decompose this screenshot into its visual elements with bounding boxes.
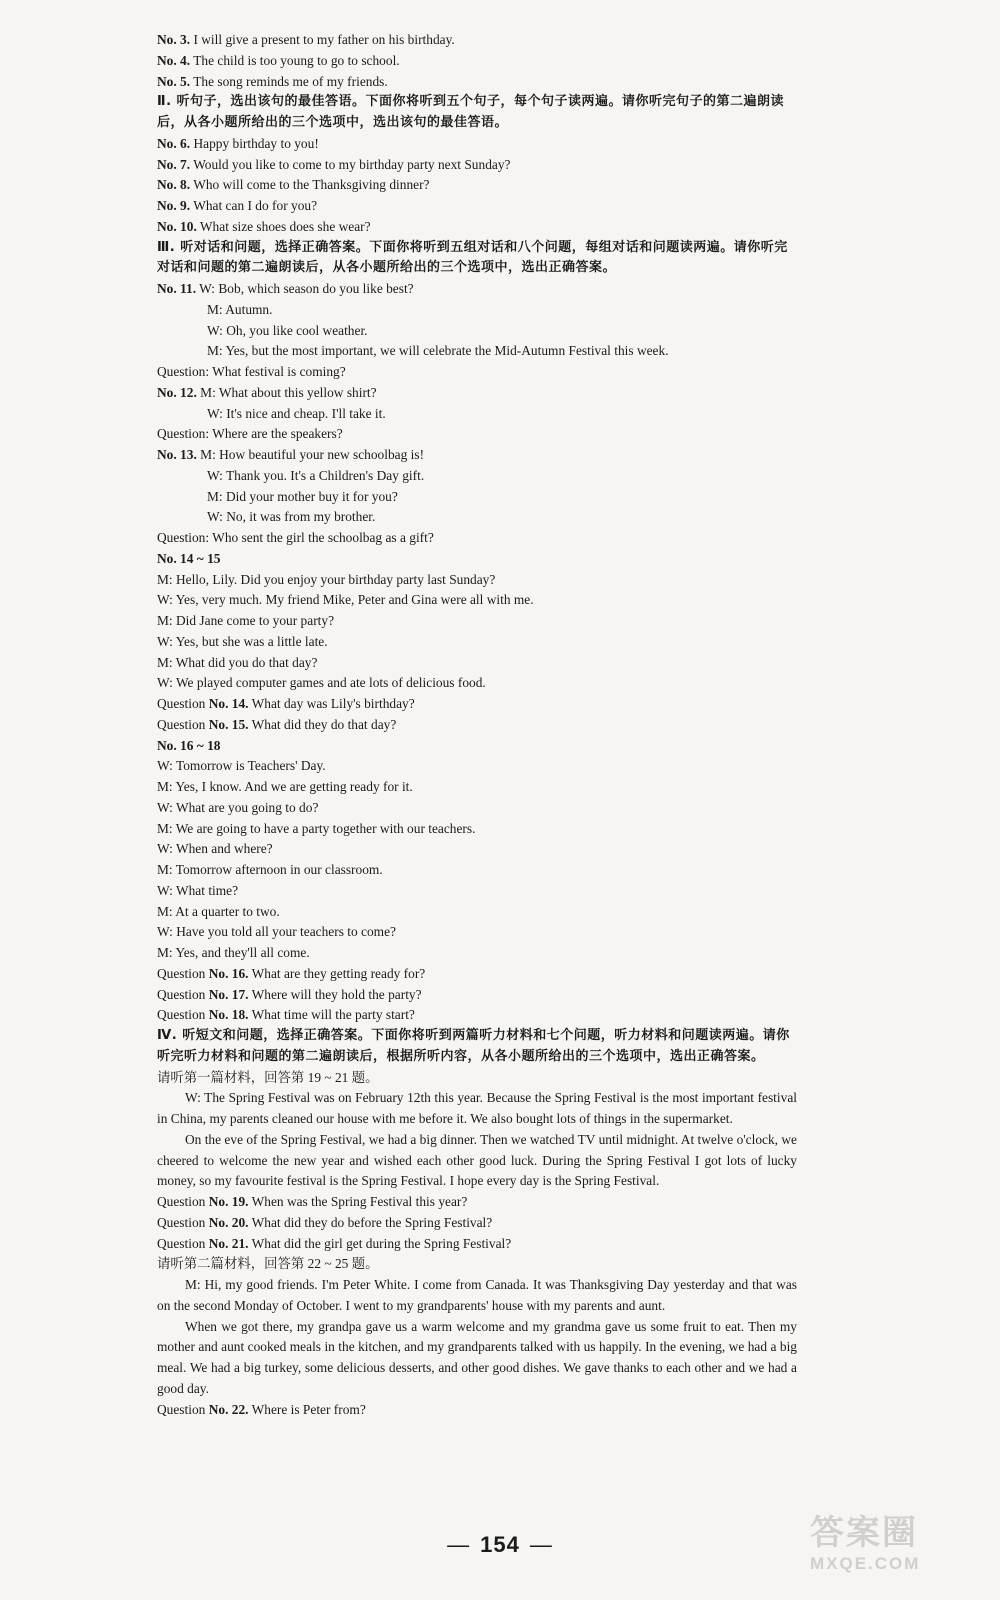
text-line [157,1317,797,1400]
text-line [157,590,797,611]
item-number: No. 13. [157,447,197,462]
item-number: No. 21. [208,1235,249,1251]
line-text: W: Bob, which season do you like best? [196,281,414,296]
text-line [157,1254,797,1275]
item-number: No. 9. [157,198,191,213]
line-text: 请听第二篇材料，回答第 22 ~ 25 题。 [157,1256,379,1272]
line-text: M: Did your mother buy it for you? [207,488,398,504]
page-number-dash-left: — [447,1532,471,1557]
line-text: M: We are going to have a party together with our teachers. [157,820,476,836]
line-text: W: The Spring Festival was on February 12th this year. Because the Spring Festival is the most important festival in China, my parents cleaned our house with me before it. We also bought lots of things in the supermarket. [157,1090,797,1126]
line-text: W: Yes, very much. My friend Mike, Peter and Gina were all with me. [157,592,534,608]
line-text: Who will come to the Thanksgiving dinner? [190,177,430,193]
question-prefix: Question [157,716,209,732]
line-text: W: What time? [157,882,239,898]
line-text: M: Yes, I know. And we are getting ready for it. [157,779,413,794]
text-line [157,985,797,1006]
text-line [157,134,797,155]
line-text: M: At a quarter to two. [157,903,280,919]
item-number: No. 22. [208,1401,249,1417]
text-line [157,964,797,985]
line-text: What time will the party start? [248,1007,415,1023]
item-number: No. 16 ~ 18 [157,737,221,753]
line-text: When was the Spring Festival this year? [248,1194,468,1209]
line-text: W: When and where? [157,841,273,857]
question-prefix: Question [157,696,209,711]
item-number: No. 3. [157,32,191,47]
line-text: 请听第一篇材料，回答第 19 ~ 21 题。 [157,1069,379,1085]
text-line [157,549,797,570]
line-text: M: Autumn. [207,301,273,317]
text-line [157,839,797,860]
question-prefix: Question [157,1214,209,1230]
line-text: The child is too young to go to school. [190,52,400,68]
text-line [157,756,797,777]
line-text: Question: Who sent the girl the schoolbag as a gift? [157,530,434,545]
item-number: No. 5. [157,73,191,89]
text-line [157,1275,797,1317]
text-line [157,943,797,964]
item-number: No. 18. [208,1007,249,1023]
line-text: When we got there, my grandpa gave us a warm welcome and my grandma gave us some fruit to eat. Then my mother and aunt cooked meals in the kitchen, and my grandparents talked with us happily. In the evening, we had a big meal. We had a big turkey, some delicious desserts, and other good dishes. We gave thanks to each other and we had a good day. [157,1318,797,1396]
line-text: M: What did you do that day? [157,654,318,670]
line-text: W: No, it was from my brother. [207,509,376,525]
line-text: M: Did Jane come to your party? [157,613,335,628]
text-line [157,217,797,238]
line-text: M: Yes, and they'll all come. [157,945,310,960]
text-line [157,1068,797,1089]
text-line [157,570,797,591]
line-text: M: What about this yellow shirt? [196,384,377,400]
line-text: Question: What festival is coming? [157,364,346,379]
line-text: W: It's nice and cheap. I'll take it. [207,405,386,421]
line-text: M: Hi, my good friends. I'm Peter White. I come from Canada. It was Thanksgiving Day yesterday and that was on the second Monday of October. I went to my grandparents' house with my parents and aunt. [157,1277,797,1313]
text-line [157,300,797,321]
text-line [157,507,797,528]
item-number: No. 6. [157,135,191,151]
text-line [157,196,797,217]
watermark-en: MXQE.COM [810,1554,921,1573]
text-line [157,1026,797,1068]
item-number: No. 7. [157,156,191,172]
item-number: No. 8. [157,177,191,193]
text-line [157,1192,797,1213]
line-text: On the eve of the Spring Festival, we had a big dinner. Then we watched TV until midnight. At twelve o'clock, we cheered to welcome the new year and wished each other good luck. During the Spring Festival I got lots of lucky money, so my favourite festival is the Spring Festival. I hope every day is the Spring Festival. [157,1131,797,1189]
text-line [157,487,797,508]
line-text: Ⅲ. 听对话和问题，选择正确答案。下面你将听到五组对话和八个问题，每组对话和问题读两遍。请你听完对话和问题的第二遍朗读后，从各小题所给出的三个选项中，选出正确答案。 [157,239,788,276]
question-prefix: Question [157,1401,209,1417]
text-line [157,798,797,819]
text-line [157,92,797,134]
text-line [157,445,797,466]
text-line [157,30,797,51]
line-text: W: Oh, you like cool weather. [207,322,368,338]
line-text: Would you like to come to my birthday party next Sunday? [190,156,511,172]
line-text: What are they getting ready for? [248,965,426,981]
text-line [157,1005,797,1026]
line-text: W: Tomorrow is Teachers' Day. [157,758,326,774]
page-number-dash-right: — [529,1532,553,1557]
line-text: Where is Peter from? [248,1401,366,1417]
text-line [157,715,797,736]
text-line [157,653,797,674]
text-line [157,611,797,632]
text-line [157,922,797,943]
line-text: M: Yes, but the most important, we will celebrate the Mid-Autumn Festival this week. [207,343,669,359]
text-line [157,1130,797,1192]
line-text: What did they do before the Spring Festival? [248,1214,493,1230]
watermark-cn: 答案圈 [810,1514,918,1552]
text-line [157,860,797,881]
line-text: W: Thank you. It's a Children's Day gift. [207,467,425,483]
document-body [157,30,797,1420]
question-prefix: Question [157,965,209,981]
text-line [157,72,797,93]
text-line [157,175,797,196]
line-text: What day was Lily's birthday? [248,696,415,711]
item-number: No. 14 ~ 15 [157,550,221,566]
line-text: W: We played computer games and ate lots of delicious food. [157,675,486,691]
item-number: No. 11. [157,281,197,296]
text-line [157,341,797,362]
text-line [157,881,797,902]
line-text: M: How beautiful your new schoolbag is! [196,447,425,462]
text-line [157,404,797,425]
text-line [157,238,797,280]
text-line [157,736,797,757]
watermark-logo [810,1505,980,1580]
line-text: What can I do for you? [190,198,318,213]
text-line [157,632,797,653]
text-line [157,51,797,72]
text-line [157,528,797,549]
item-number: No. 19. [208,1194,249,1209]
line-text: M: Hello, Lily. Did you enjoy your birthday party last Sunday? [157,571,496,587]
line-text: Ⅳ. 听短文和问题，选择正确答案。下面你将听到两篇听力材料和七个问题，听力材料和问题读两遍。请你听完听力材料和问题的第二遍朗读后，根据所听内容，从各小题所给出的三个选项中，选出正确答案。 [157,1028,790,1064]
item-number: No. 10. [157,218,197,234]
text-line [157,424,797,445]
line-text: What size shoes does she wear? [196,218,371,234]
line-text: The song reminds me of my friends. [190,73,388,89]
item-number: No. 15. [208,716,249,732]
text-line [157,321,797,342]
text-line [157,466,797,487]
line-text: Ⅱ. 听句子，选出该句的最佳答语。下面你将听到五个句子，每个句子读两遍。请你听完句子的第二遍朗读后，从各小题所给出的三个选项中，选出该句的最佳答语。 [157,94,785,130]
line-text: W: What are you going to do? [157,799,319,815]
line-text: Where will they hold the party? [248,986,422,1002]
text-line [157,1234,797,1255]
item-number: No. 20. [208,1214,249,1230]
text-line [157,819,797,840]
text-line [157,279,797,300]
item-number: No. 16. [208,965,249,981]
item-number: No. 17. [208,986,249,1002]
text-line [157,1088,797,1130]
text-line [157,362,797,383]
text-line [157,155,797,176]
question-prefix: Question [157,1235,209,1251]
question-prefix: Question [157,1194,209,1209]
text-line [157,777,797,798]
line-text: W: Yes, but she was a little late. [157,633,328,649]
text-line [157,902,797,923]
line-text: W: Have you told all your teachers to come? [157,924,396,940]
text-line [157,1400,797,1421]
item-number: No. 4. [157,52,191,68]
question-prefix: Question [157,1007,209,1023]
text-line [157,694,797,715]
line-text: Question: Where are the speakers? [157,426,343,442]
text-line [157,383,797,404]
question-prefix: Question [157,986,209,1002]
text-line [157,1213,797,1234]
item-number: No. 14. [208,696,249,711]
line-text: I will give a present to my father on his birthday. [190,32,455,47]
line-text: M: Tomorrow afternoon in our classroom. [157,862,383,877]
line-text: What did they do that day? [248,716,397,732]
page-number-value: 154 [480,1532,520,1557]
line-text: Happy birthday to you! [190,135,319,151]
item-number: No. 12. [157,384,197,400]
text-line [157,673,797,694]
line-text: What did the girl get during the Spring Festival? [248,1235,512,1251]
